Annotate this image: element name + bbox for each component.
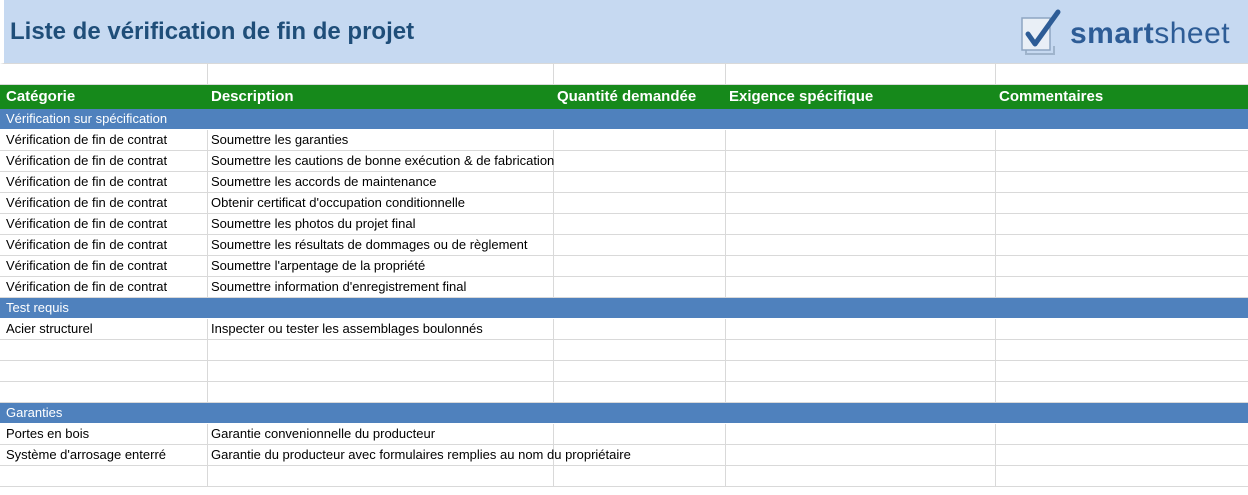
section-filler-cell[interactable] (208, 298, 554, 318)
section-filler-cell[interactable] (996, 403, 1246, 423)
cell-commentaires[interactable] (996, 172, 1246, 192)
section-filler-cell[interactable] (996, 298, 1246, 318)
cell-exigence[interactable] (726, 130, 996, 150)
cell-exigence[interactable] (726, 319, 996, 339)
section-filler-cell[interactable] (208, 403, 554, 423)
section-row (0, 403, 1248, 424)
section-filler-cell[interactable] (996, 109, 1246, 129)
cell-description[interactable]: Soumettre information d'enregistrement final (208, 277, 554, 297)
table-row (0, 319, 1248, 340)
cell-commentaires[interactable] (996, 319, 1246, 339)
cell-categorie[interactable] (3, 382, 208, 402)
cell-exigence[interactable] (726, 445, 996, 465)
cell-description[interactable]: Soumettre les garanties (208, 130, 554, 150)
cell-description[interactable] (208, 361, 554, 381)
table-row (0, 193, 1248, 214)
cell-quantite[interactable] (554, 256, 726, 276)
cell-quantite[interactable] (554, 193, 726, 213)
cell-exigence[interactable] (726, 214, 996, 234)
cell-categorie[interactable]: Vérification de fin de contrat (3, 214, 208, 234)
cell-description[interactable] (208, 340, 554, 360)
cell-commentaires[interactable] (996, 340, 1246, 360)
cell-exigence[interactable] (726, 382, 996, 402)
cell-commentaires[interactable] (996, 214, 1246, 234)
table-row (0, 235, 1248, 256)
cell-commentaires[interactable] (996, 445, 1246, 465)
title-band (0, 0, 1248, 64)
smartsheet-logo (1020, 10, 1234, 56)
cell-categorie[interactable]: Vérification de fin de contrat (3, 277, 208, 297)
cell-categorie[interactable]: Acier structurel (3, 319, 208, 339)
cell-description[interactable]: Soumettre les photos du projet final (208, 214, 554, 234)
cell-description[interactable]: Obtenir certificat d'occupation conditionnelle (208, 193, 554, 213)
section-row (0, 298, 1248, 319)
header-description[interactable]: Description (211, 88, 294, 105)
empty-cell[interactable] (554, 64, 726, 84)
cell-description[interactable]: Soumettre les résultats de dommages ou de règlement (208, 235, 554, 255)
section-filler-cell[interactable] (726, 403, 996, 423)
cell-description[interactable]: Soumettre les accords de maintenance (208, 172, 554, 192)
cell-quantite[interactable] (554, 361, 726, 381)
cell-commentaires[interactable] (996, 382, 1246, 402)
table-row (0, 130, 1248, 151)
column-header-row (0, 85, 1248, 109)
section-filler-cell[interactable] (726, 109, 996, 129)
cell-categorie[interactable]: Vérification de fin de contrat (3, 151, 208, 171)
table-row (0, 256, 1248, 277)
cell-description[interactable]: Garantie du producteur avec formulaires remplies au nom du propriétaire (208, 445, 554, 465)
cell-commentaires[interactable] (996, 235, 1246, 255)
table-row (0, 424, 1248, 445)
table-row (0, 172, 1248, 193)
section-filler-cell[interactable] (554, 109, 726, 129)
cell-exigence[interactable] (726, 256, 996, 276)
cell-exigence[interactable] (726, 424, 996, 444)
empty-cell[interactable] (996, 64, 1246, 84)
cell-categorie[interactable] (3, 340, 208, 360)
section-row (0, 109, 1248, 130)
cell-categorie[interactable]: Portes en bois (3, 424, 208, 444)
table-row (0, 382, 1248, 403)
table-row (0, 214, 1248, 235)
logo-wordmark (1070, 17, 1230, 51)
table-row (0, 277, 1248, 298)
cell-description[interactable] (208, 382, 554, 402)
header-commentaires[interactable]: Commentaires (999, 88, 1104, 105)
table-body (0, 109, 1248, 487)
cell-exigence[interactable] (726, 151, 996, 171)
cell-quantite[interactable] (554, 466, 726, 486)
empty-cell[interactable] (208, 64, 554, 84)
logo-wordmark-prefix: smart (1070, 17, 1155, 50)
section-filler-cell[interactable] (726, 298, 996, 318)
empty-cell[interactable] (726, 64, 996, 84)
cell-exigence[interactable] (726, 235, 996, 255)
section-title[interactable]: Garanties (6, 405, 63, 420)
cell-quantite[interactable] (554, 151, 726, 171)
cell-commentaires[interactable] (996, 193, 1246, 213)
spacer-row (0, 64, 1248, 85)
table-row (0, 151, 1248, 172)
cell-categorie[interactable]: Vérification de fin de contrat (3, 256, 208, 276)
cell-quantite[interactable] (554, 277, 726, 297)
cell-exigence[interactable] (726, 361, 996, 381)
cell-categorie[interactable] (3, 361, 208, 381)
header-exigence[interactable]: Exigence spécifique (729, 88, 874, 105)
cell-description[interactable]: Garantie convenionnelle du producteur (208, 424, 554, 444)
cell-quantite[interactable] (554, 319, 726, 339)
cell-categorie[interactable]: Vérification de fin de contrat (3, 193, 208, 213)
table-row (0, 361, 1248, 382)
cell-description[interactable] (208, 466, 554, 486)
empty-cell[interactable] (3, 64, 208, 84)
cell-exigence[interactable] (726, 277, 996, 297)
section-filler-cell[interactable] (208, 109, 554, 129)
cell-quantite[interactable] (554, 445, 726, 465)
table-row (0, 445, 1248, 466)
cell-commentaires[interactable] (996, 151, 1246, 171)
cell-description[interactable]: Soumettre les cautions de bonne exécution & de fabrication (208, 151, 554, 171)
cell-quantite[interactable] (554, 340, 726, 360)
table-row (0, 340, 1248, 361)
section-filler-cell[interactable] (554, 298, 726, 318)
cell-quantite[interactable] (554, 424, 726, 444)
cell-commentaires[interactable] (996, 466, 1246, 486)
cell-exigence[interactable] (726, 340, 996, 360)
section-filler-cell[interactable] (554, 403, 726, 423)
cell-exigence[interactable] (726, 172, 996, 192)
sheet-title: Liste de vérification de fin de projet (10, 18, 415, 45)
header-categorie[interactable]: Catégorie (6, 88, 76, 105)
cell-exigence[interactable] (726, 466, 996, 486)
checkmark-icon (1020, 10, 1064, 56)
section-title[interactable]: Test requis (6, 300, 69, 315)
cell-quantite[interactable] (554, 214, 726, 234)
cell-commentaires[interactable] (996, 277, 1246, 297)
cell-exigence[interactable] (726, 193, 996, 213)
cell-quantite[interactable] (554, 235, 726, 255)
cell-quantite[interactable] (554, 382, 726, 402)
cell-commentaires[interactable] (996, 424, 1246, 444)
logo-wordmark-suffix: sheet (1154, 17, 1231, 50)
section-title[interactable]: Vérification sur spécification (6, 111, 168, 126)
cell-description[interactable]: Inspecter ou tester les assemblages boulonnés (208, 319, 554, 339)
header-quantite[interactable]: Quantité demandée (557, 88, 697, 105)
cell-commentaires[interactable] (996, 256, 1246, 276)
cell-quantite[interactable] (554, 172, 726, 192)
cell-quantite[interactable] (554, 130, 726, 150)
cell-categorie[interactable]: Système d'arrosage enterré (3, 445, 208, 465)
cell-categorie[interactable]: Vérification de fin de contrat (3, 172, 208, 192)
cell-categorie[interactable] (3, 466, 208, 486)
cell-categorie[interactable]: Vérification de fin de contrat (3, 235, 208, 255)
cell-commentaires[interactable] (996, 361, 1246, 381)
cell-description[interactable]: Soumettre l'arpentage de la propriété (208, 256, 554, 276)
cell-categorie[interactable]: Vérification de fin de contrat (3, 130, 208, 150)
cell-commentaires[interactable] (996, 130, 1246, 150)
table-row (0, 466, 1248, 487)
